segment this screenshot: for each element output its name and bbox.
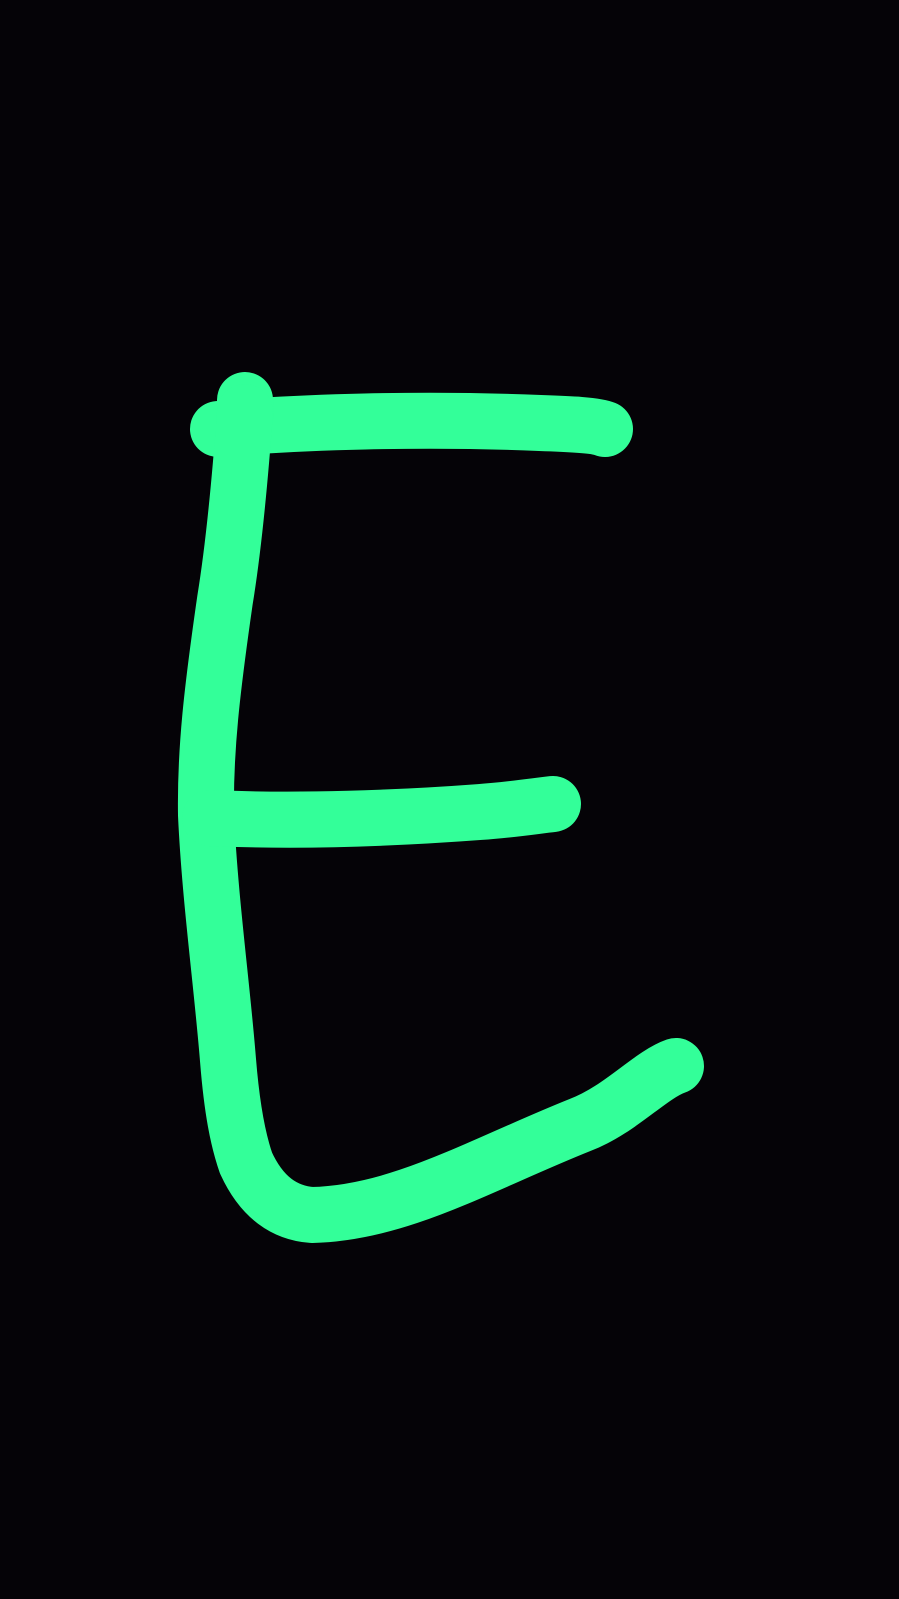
letter-e-middle-stroke [210,804,553,820]
letter-e-top-stroke [218,421,605,429]
